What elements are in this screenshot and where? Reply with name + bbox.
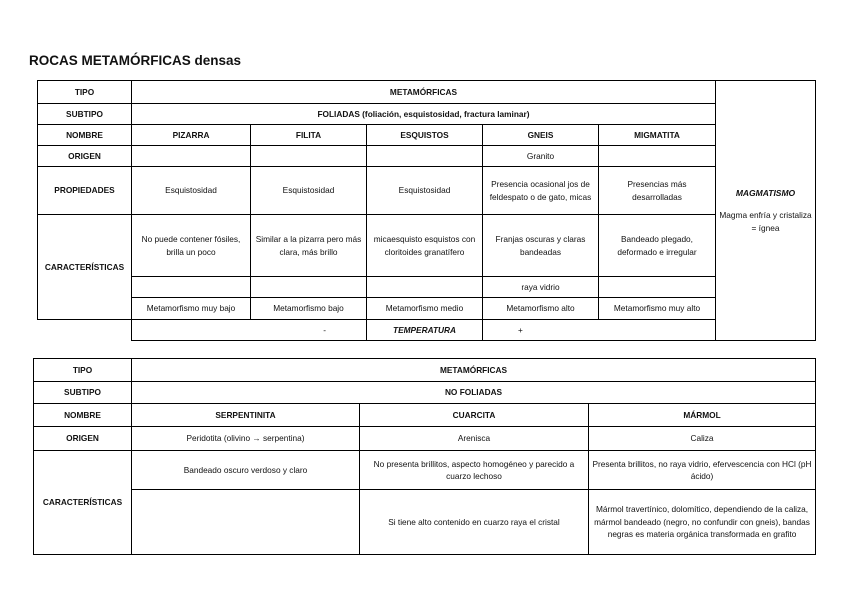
empty-cell: [38, 320, 132, 341]
caracteristicas-cell: [132, 490, 360, 555]
extra-cell: [367, 277, 483, 298]
extra-cell: [599, 277, 716, 298]
table-row: [34, 382, 816, 404]
table-row: [34, 451, 816, 490]
caracteristicas-cell: Presenta brillitos, no raya vidrio, efervescencia con HCl (pH ácido): [589, 451, 816, 490]
metamorfismo-cell: Metamorfismo medio: [367, 298, 483, 320]
temperature-label: TEMPERATURA: [367, 320, 483, 341]
caracteristicas-cell: Bandeado plegado, deformado e irregular: [599, 215, 716, 277]
origen-cell: Caliza: [589, 427, 816, 451]
table-row: [38, 298, 816, 320]
caracteristicas-cell: No puede contener fósiles, brilla un poco: [132, 215, 251, 277]
tipo-value: METAMÓRFICAS: [132, 81, 716, 104]
temperature-plus: +: [483, 320, 716, 341]
name-esquistos: ESQUISTOS: [367, 125, 483, 146]
caracteristicas-cell: micaesquisto esquistos con cloritoides granatífero: [367, 215, 483, 277]
table-row: [38, 125, 816, 146]
name-pizarra: PIZARRA: [132, 125, 251, 146]
name-marmol: MÁRMOL: [589, 404, 816, 427]
origen-cell: [367, 146, 483, 167]
table-row: [38, 104, 816, 125]
row-header-subtipo: SUBTIPO: [38, 104, 132, 125]
table-row: [34, 427, 816, 451]
propiedades-cell: Esquistosidad: [132, 167, 251, 215]
row-header-tipo: TIPO: [38, 81, 132, 104]
table-row: [38, 81, 816, 104]
caracteristicas-cell: Franjas oscuras y claras bandeadas: [483, 215, 599, 277]
propiedades-cell: Presencia ocasional jos de feldespato o de gato, micas: [483, 167, 599, 215]
magmatismo-title: MAGMATISMO: [735, 187, 796, 198]
row-header-caracteristicas: CARACTERÍSTICAS: [34, 451, 132, 555]
origen-cell: Arenisca: [360, 427, 589, 451]
table-row: [38, 146, 816, 167]
table-row: [34, 359, 816, 382]
propiedades-cell: Esquistosidad: [367, 167, 483, 215]
origen-cell: [132, 146, 251, 167]
name-cuarcita: CUARCITA: [360, 404, 589, 427]
extra-cell: [132, 277, 251, 298]
name-filita: FILITA: [251, 125, 367, 146]
magmatismo-cell: [716, 81, 816, 341]
origen-cell: Peridotita (olivino → serpentina): [132, 427, 360, 451]
table-row: [34, 404, 816, 427]
non-foliated-rocks-table: [33, 358, 816, 555]
extra-cell: raya vidrio: [483, 277, 599, 298]
foliated-rocks-table: [37, 80, 816, 341]
table-row: [38, 167, 816, 215]
propiedades-cell: Presencias más desarrolladas: [599, 167, 716, 215]
caracteristicas-cell: Si tiene alto contenido en cuarzo raya el cristal: [360, 490, 589, 555]
origen-cell: [251, 146, 367, 167]
temperature-minus: -: [132, 320, 367, 341]
row-header-propiedades: PROPIEDADES: [38, 167, 132, 215]
name-gneis: GNEIS: [483, 125, 599, 146]
metamorfismo-cell: Metamorfismo bajo: [251, 298, 367, 320]
row-header-nombre: NOMBRE: [34, 404, 132, 427]
row-header-subtipo: SUBTIPO: [34, 382, 132, 404]
metamorfismo-cell: Metamorfismo alto: [483, 298, 599, 320]
row-header-caracteristicas: CARACTERÍSTICAS: [38, 215, 132, 320]
caracteristicas-cell: Mármol travertínico, dolomítico, dependiendo de la caliza, mármol bandeado (negro, no confundir con gneis), bandas negras es materia orgánica transformada en grafito: [589, 490, 816, 555]
magmatismo-text: Magma enfría y cristaliza = ígnea: [719, 210, 812, 233]
subtipo-value: FOLIADAS (foliación, esquistosidad, fractura laminar): [132, 104, 716, 125]
row-header-origen: ORIGEN: [34, 427, 132, 451]
tipo-value: METAMÓRFICAS: [132, 359, 816, 382]
name-migmatita: MIGMATITA: [599, 125, 716, 146]
propiedades-cell: Esquistosidad: [251, 167, 367, 215]
row-header-origen: ORIGEN: [38, 146, 132, 167]
metamorfismo-cell: Metamorfismo muy bajo: [132, 298, 251, 320]
table-row: [34, 490, 816, 555]
caracteristicas-cell: Similar a la pizarra pero más clara, más brillo: [251, 215, 367, 277]
row-header-tipo: TIPO: [34, 359, 132, 382]
metamorfismo-cell: Metamorfismo muy alto: [599, 298, 716, 320]
caracteristicas-cell: Bandeado oscuro verdoso y claro: [132, 451, 360, 490]
table-row: [38, 215, 816, 277]
row-header-nombre: NOMBRE: [38, 125, 132, 146]
name-serpentinita: SERPENTINITA: [132, 404, 360, 427]
origen-cell: [599, 146, 716, 167]
table-row: [38, 277, 816, 298]
page-title: ROCAS METAMÓRFICAS densas: [29, 53, 242, 68]
caracteristicas-cell: No presenta brillitos, aspecto homogéneo y parecido a cuarzo lechoso: [360, 451, 589, 490]
extra-cell: [251, 277, 367, 298]
subtipo-value: NO FOLIADAS: [132, 382, 816, 404]
table-row: [38, 320, 816, 341]
origen-cell: Granito: [483, 146, 599, 167]
